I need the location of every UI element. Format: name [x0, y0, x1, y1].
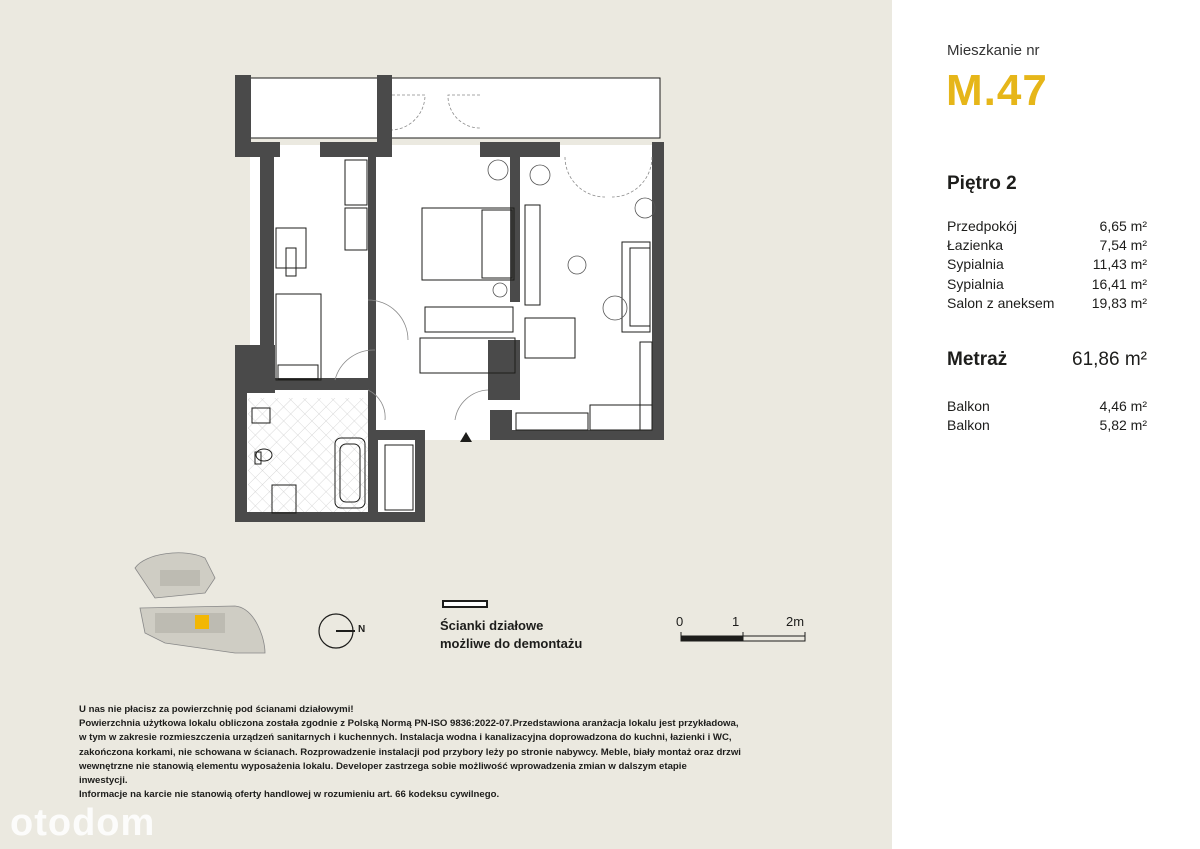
footnote-line: wewnętrzne nie stanowią elementu wyposażenia lokalu. Developer zastrzega sobie możliwość wprowadzenia zmian w dalszym etapie: [79, 760, 687, 772]
footnote: [79, 703, 839, 802]
balcony-name: Balkon: [947, 398, 990, 414]
room-row: [947, 294, 1147, 313]
total-area: [947, 349, 1147, 371]
compass-icon: [316, 612, 376, 652]
room-name: Salon z aneksem: [947, 294, 1055, 311]
bathroom-floor: [248, 398, 368, 512]
room-row: [947, 217, 1147, 236]
balcony-name: Balkon: [947, 417, 990, 434]
room-area: 19,83 m²: [1091, 294, 1147, 311]
footnote-line: Powierzchnia użytkowa lokalu obliczona została zgodnie z Polską Normą PN-ISO 9836:2022-07.Przedstawiona aranżacja lokalu jest przykładowa,: [79, 718, 739, 730]
room-area: 6,65 m²: [1099, 218, 1147, 234]
floor-plan: [220, 60, 680, 530]
total-area-label: Metraż: [947, 349, 1008, 370]
scale-tick-1: 1: [732, 614, 740, 629]
scale-tick-0: 0: [676, 614, 684, 629]
scale-bar: [672, 614, 812, 654]
legend-swatch: [442, 600, 488, 608]
legend-line-1: Ścianki działowe: [440, 618, 544, 633]
balcony-area: 5,82 m²: [1099, 417, 1147, 434]
footnote-line: zakończona korkami, nie schowana w ścianach. Rozprowadzenie instalacji pod przybory leży po stronie nabywcy. Meble, biały montaż oraz drzwi: [79, 746, 741, 758]
room-name: Sypialnia: [947, 275, 1004, 292]
room-name: Sypialnia: [947, 256, 1004, 273]
room-name: Łazienka: [947, 237, 1004, 254]
room-list: [947, 217, 1147, 313]
balcony-row: [947, 397, 1147, 416]
room-name: Przedpokój: [947, 218, 1018, 234]
apartment-label: Mieszkanie nr: [947, 42, 1040, 59]
room-area: 11,43 m²: [1092, 256, 1147, 273]
room-row: [947, 255, 1147, 274]
balcony-row: [947, 416, 1147, 435]
legend-line-2: możliwe do demontażu: [440, 636, 583, 651]
room-row: [947, 236, 1147, 255]
balcony-list: [947, 397, 1147, 435]
apartment-number: M.47: [946, 66, 1048, 115]
footnote-line: w tym w zakresie rozmieszczenia urządzeń sanitarnych i kuchennych. Instalacja wodna i kanalizacyjna doprowadzona do kuchni, łazienki i WC,: [79, 732, 732, 744]
apartment-highlight: [195, 615, 209, 629]
building-key-plan: [125, 548, 275, 660]
footnote-line: U nas nie płacisz za powierzchnię pod ścianami działowymi!: [79, 704, 354, 715]
room-area: 7,54 m²: [1099, 237, 1147, 254]
scale-tick-2: 2m: [786, 614, 805, 629]
legend-text: [440, 617, 582, 653]
watermark-logo: otodom: [10, 802, 156, 844]
room-area: 16,41 m²: [1091, 275, 1147, 292]
balcony-slab: [250, 78, 660, 138]
floor-label: Piętro 2: [947, 173, 1017, 194]
footnote-line: inwestycji.: [79, 775, 128, 787]
total-area-value: 61,86 m²: [1072, 349, 1147, 370]
compass: [316, 612, 376, 652]
footnote-line: Informacje na karcie nie stanowią oferty handlowej w rozumieniu art. 66 kodeksu cywilnego.: [79, 789, 500, 801]
scale-bar-graphic: [672, 614, 812, 654]
balcony-area: 4,46 m²: [1099, 398, 1147, 414]
room-row: [947, 275, 1147, 294]
compass-north-label: N: [358, 624, 366, 635]
